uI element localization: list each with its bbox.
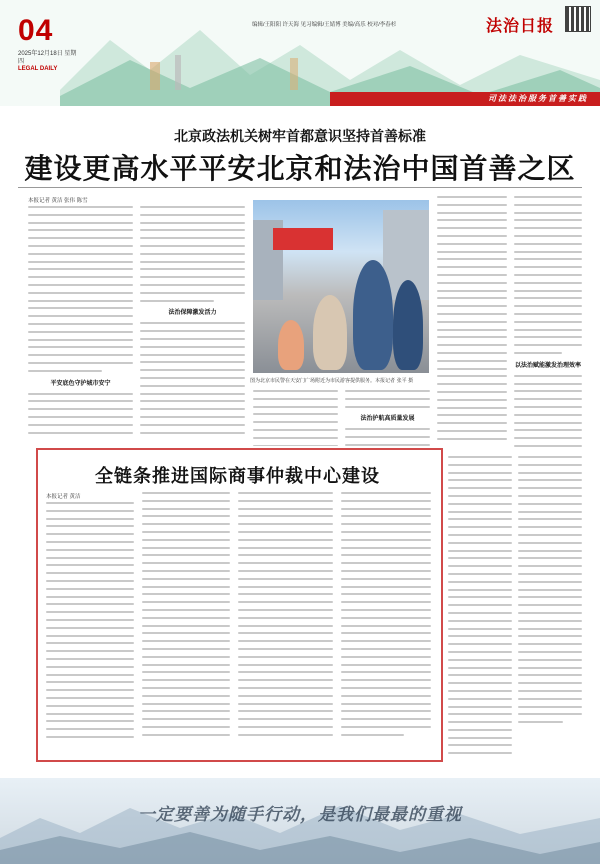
column-banner xyxy=(330,92,600,106)
divider xyxy=(18,187,582,188)
article1-column-3 xyxy=(253,390,338,446)
issue-date: 2025年12月18日 星期四 xyxy=(18,51,77,65)
article2-column-4 xyxy=(341,492,431,750)
article1-column-6 xyxy=(514,196,582,448)
article1-kicker: 北京政法机关树牢首都意识坚持首善标准 xyxy=(174,129,426,145)
bottom-feature-quote: 一定要善为随手行动，是我们最最的重视 xyxy=(138,805,462,825)
article2-column-2 xyxy=(142,492,230,750)
article1-subhead-2: 法治保障激发活力 xyxy=(168,310,217,317)
section-label: LEGAL DAILY xyxy=(18,66,58,72)
article2-byline: 本报记者 黄洁 xyxy=(46,494,81,500)
article1-column-2 xyxy=(140,206,245,434)
page-number: 04 xyxy=(18,14,54,47)
article2-column-3 xyxy=(238,492,333,750)
editors-credit: 编辑/王阳阳 许天海 见习编辑/王婧博 美编/高乐 校对/李春杉 xyxy=(252,22,397,28)
qr-code-icon xyxy=(565,6,591,32)
article1-column-1 xyxy=(28,206,133,434)
article1-photo xyxy=(253,200,429,373)
masthead xyxy=(0,0,600,106)
article1-subhead-3: 法治护航高质量发展 xyxy=(360,416,415,423)
article1-subhead-1: 平安底色守护城市安宁 xyxy=(50,380,111,387)
photo-caption: 图为北京市民警在天安门广场附近为市民游客提供服务。本报记者 张平 摄 xyxy=(250,378,414,384)
article1-column-4 xyxy=(345,390,430,446)
article1-headline: 建设更高水平平安北京和法治中国首善之区 xyxy=(24,152,576,185)
right-column-2 xyxy=(518,456,582,762)
article1-byline: 本报记者 黄洁 张伟 陈雪 xyxy=(28,198,88,204)
article2-headline: 全链条推进国际商事仲裁中心建设 xyxy=(95,466,380,487)
right-column-1 xyxy=(448,456,512,762)
article1-column-5 xyxy=(437,196,507,448)
newspaper-brand: 法治日报 xyxy=(486,16,555,35)
article2-column-1 xyxy=(46,502,134,750)
article1-subhead-4: 以法治赋能激发治理效率 xyxy=(514,362,581,369)
column-title: 司法法治服务首善实践 xyxy=(488,93,588,103)
